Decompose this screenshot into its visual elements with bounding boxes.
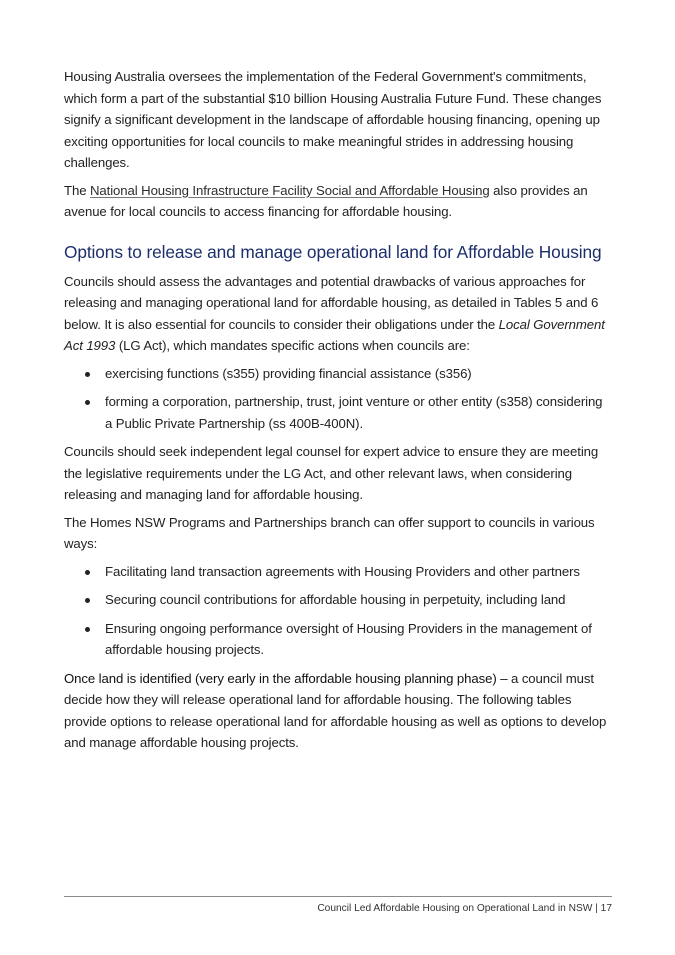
obligations-list <box>64 363 612 435</box>
homes-nsw-paragraph: The Homes NSW Programs and Partnerships branch can offer support to councils in various ways: <box>64 514 595 551</box>
list-item-text: exercising functions (s355) providing financial assistance (s356) <box>105 365 472 381</box>
once-land-rest: a council must decide how they will release operational land for affordable housing. The following tables provide options to release operational land for affordable housing as well as options to develop and manage affordable housing projects. <box>64 670 607 750</box>
nhif-paragraph <box>64 180 612 223</box>
section-heading: Options to release and manage operational land for Affordable Housing <box>64 241 602 262</box>
list-item <box>64 363 612 385</box>
list-item <box>64 618 612 661</box>
footer-divider <box>64 896 612 897</box>
list-item <box>64 391 612 434</box>
bullet-icon <box>85 598 90 603</box>
list-item <box>64 561 612 583</box>
nhif-suffix: also provides an avenue for local councils to access financing for affordable housing. <box>64 182 588 219</box>
assess-paragraph <box>64 271 612 357</box>
lg-act-title: Local Government Act 1993 <box>64 316 605 353</box>
bullet-icon <box>85 570 90 575</box>
list-item-text: Securing council contributions for affordable housing in perpetuity, including land <box>105 592 566 607</box>
once-land-paragraph <box>64 668 612 754</box>
list-item-text: forming a corporation, partnership, trust, joint venture or other entity (s358) considering a Public Private Partnership (ss 400B-400N). <box>105 394 603 431</box>
list-item-text: Facilitating land transaction agreements with Housing Providers and other partners <box>105 563 580 579</box>
assess-suffix: (LG Act), which mandates specific actions when councils are: <box>115 338 470 353</box>
list-item-text: Ensuring ongoing performance oversight of Housing Providers in the management of affordable housing projects. <box>105 620 592 657</box>
nhif-prefix: The <box>64 182 90 198</box>
list-item <box>64 589 612 611</box>
support-list <box>64 561 612 661</box>
once-land-lead: Once land is identified (very early in the affordable housing planning phase) – <box>64 670 508 686</box>
footer-page-label: Council Led Affordable Housing on Operational Land in NSW | 17 <box>317 903 612 914</box>
legal-counsel-paragraph: Councils should seek independent legal counsel for expert advice to ensure they are meeting the legislative requirements under the LG Act, and other relevant laws, when considering releasing and managing land for affordable housing. <box>64 444 599 502</box>
bullet-icon <box>85 400 90 405</box>
intro-paragraph: Housing Australia oversees the implementation of the Federal Government's commitments, which form a part of the substantial $10 billion Housing Australia Future Fund. These changes signify a significant development in the landscape of affordable housing financing, opening up exciting opportunities for local councils to make meaningful strides in addressing housing challenges. <box>64 69 602 170</box>
assess-prefix: Councils should assess the advantages and potential drawbacks of various approaches for releasing and managing operational land for affordable housing, as detailed in Tables 5 and 6 below. It is also essential for councils to consider their obligations under the <box>64 273 599 332</box>
bullet-icon <box>85 627 90 632</box>
nhif-link[interactable]: National Housing Infrastructure Facility Social and Affordable Housing <box>90 182 490 198</box>
document-page <box>64 66 612 760</box>
bullet-icon <box>85 372 90 377</box>
